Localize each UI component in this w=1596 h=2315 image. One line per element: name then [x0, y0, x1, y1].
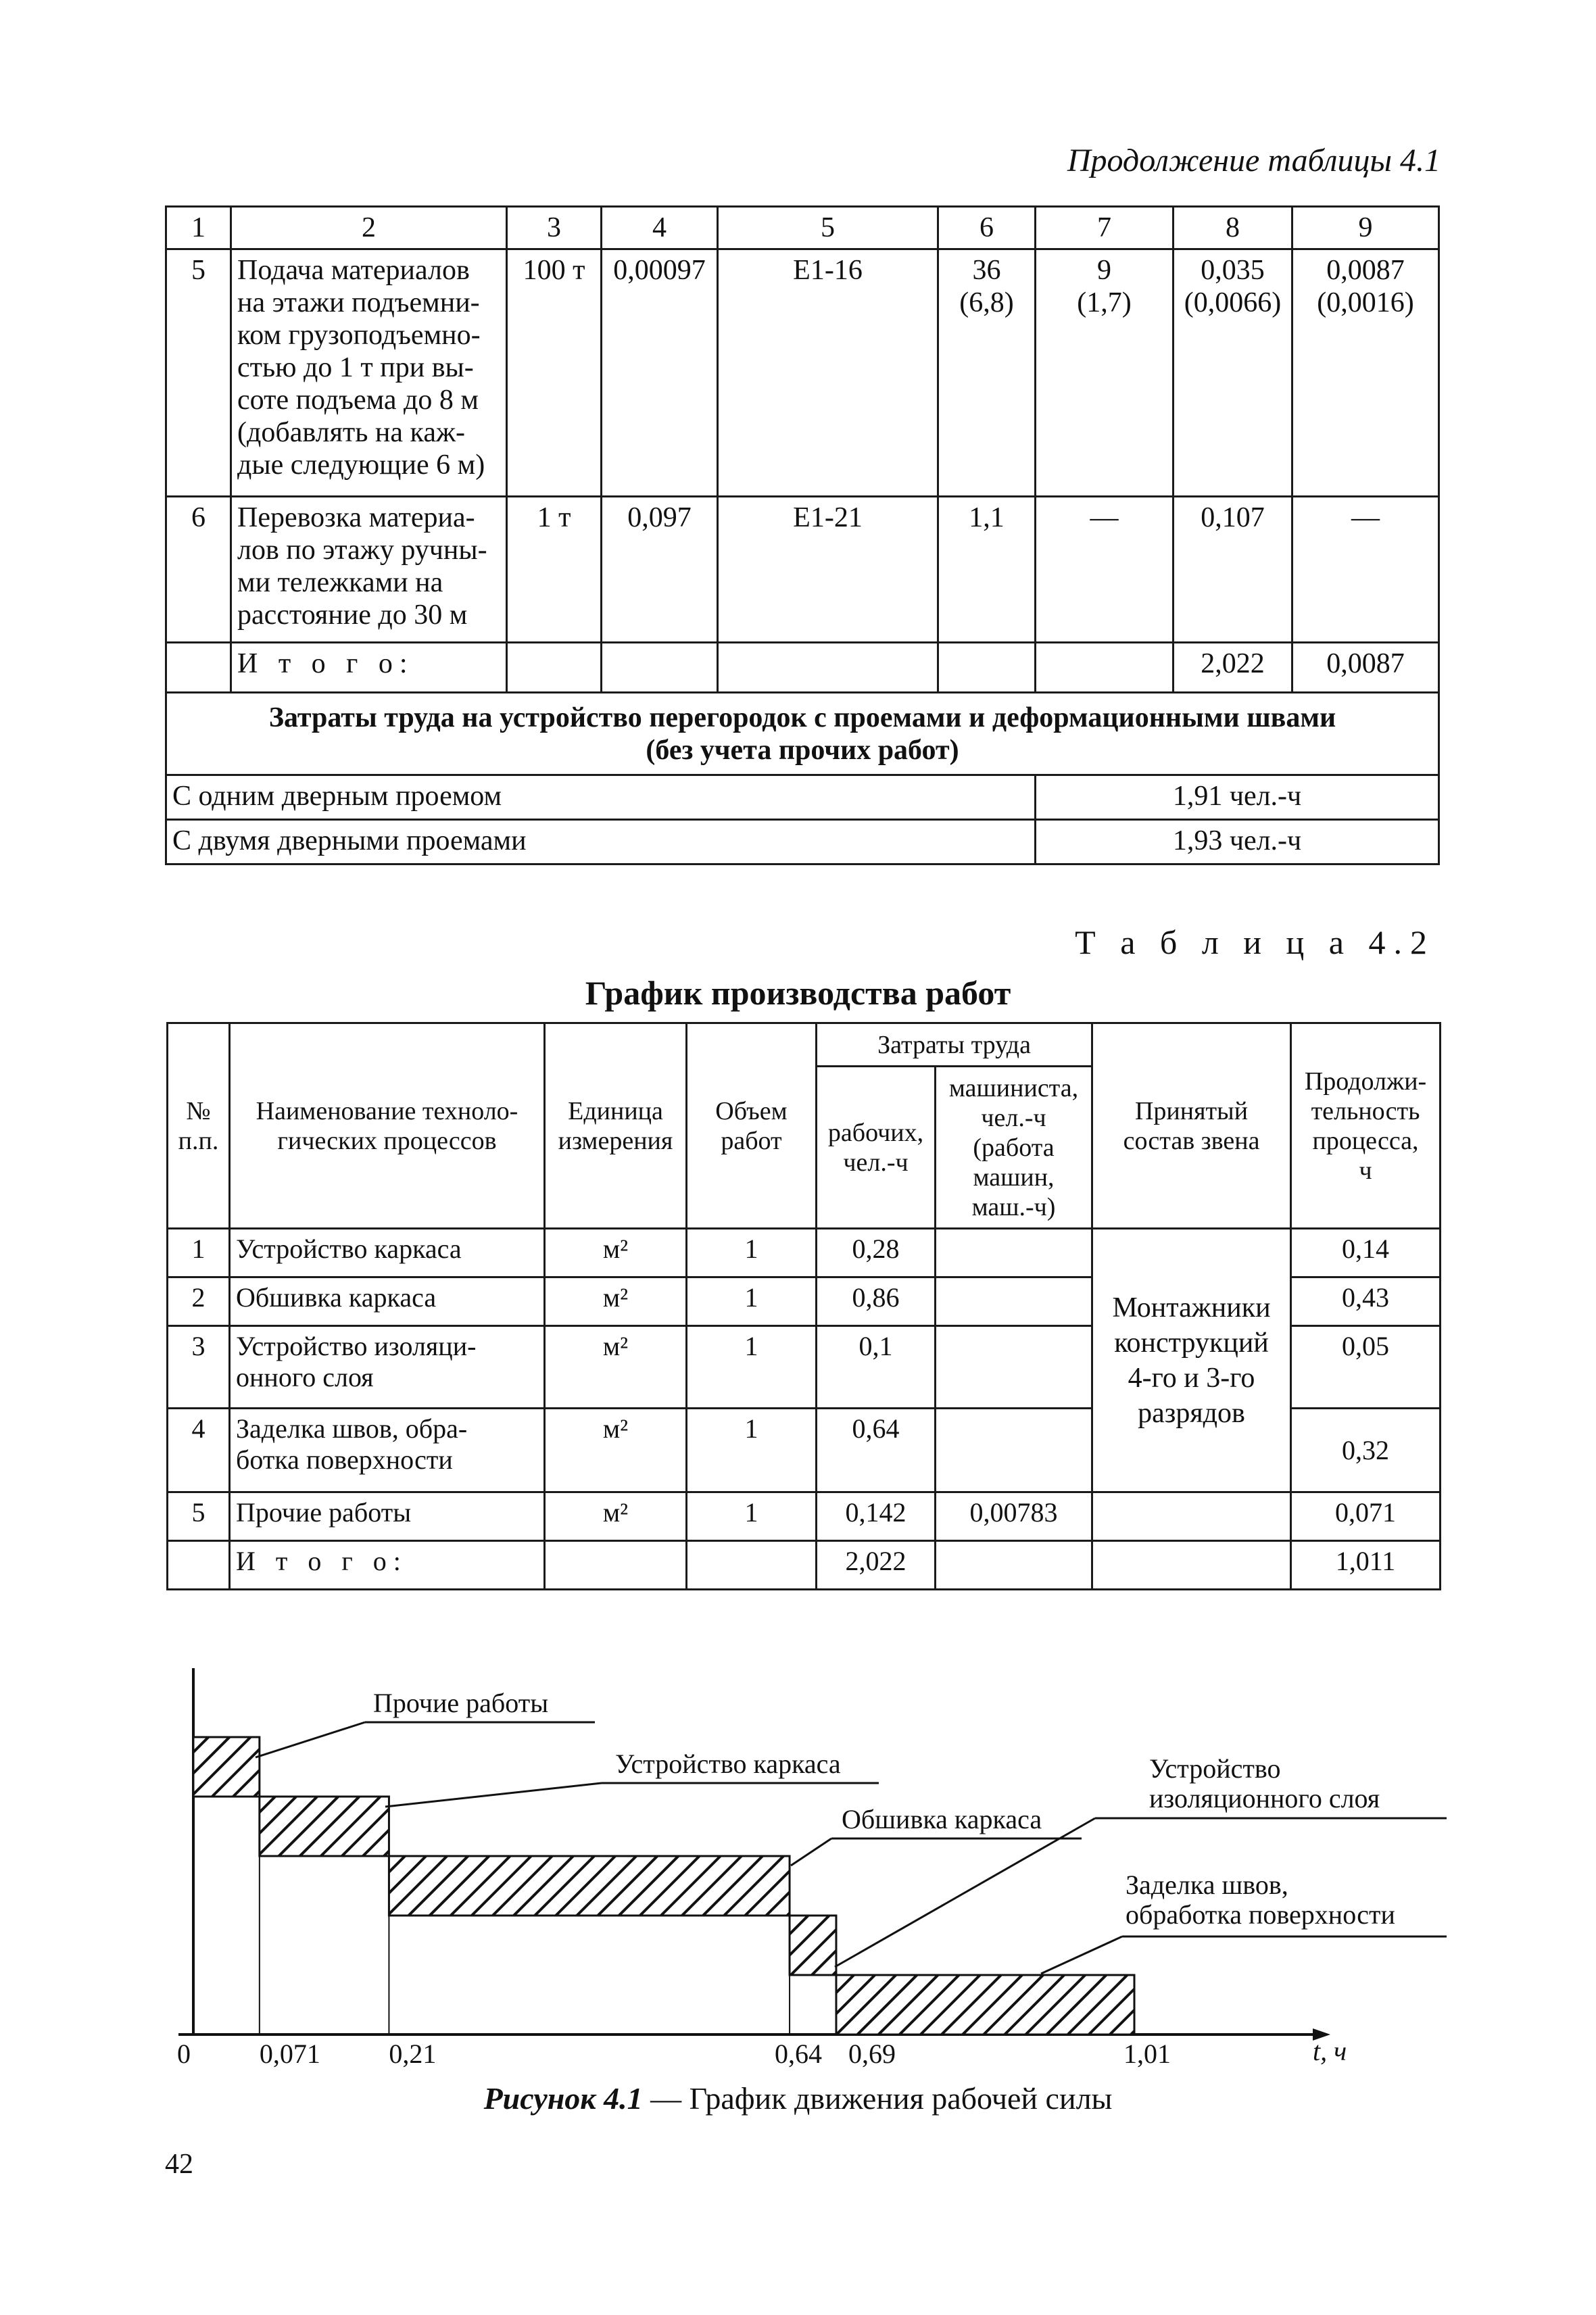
process-name [230, 1326, 545, 1409]
text-line: на этажи подъемни- [237, 287, 480, 318]
empty-cell [936, 1541, 1092, 1590]
text-line: рабочих, [827, 1118, 924, 1147]
text-line: дые следующие 6 м) [237, 449, 485, 481]
labor-row [166, 775, 1439, 820]
operator-cell [936, 1409, 1092, 1492]
empty-cell [1036, 643, 1174, 693]
text-line: (1,7) [1077, 287, 1132, 318]
empty-cell [718, 643, 938, 693]
col-header: 3 [507, 207, 602, 249]
text-line: чел.-ч [843, 1148, 909, 1177]
table-title: График производства работ [585, 974, 1011, 1012]
unit-cell: м² [545, 1492, 687, 1541]
figure-dash: — [650, 2081, 682, 2116]
text-line: процесса, [1312, 1126, 1419, 1155]
total-label: И т о г о: [230, 1541, 545, 1590]
empty-cell [1092, 1541, 1291, 1590]
col-header: 1 [166, 207, 231, 249]
text-line: гических процессов [277, 1126, 497, 1155]
text-line: Единица [568, 1096, 663, 1125]
unit-cell: м² [545, 1229, 687, 1277]
chart-label-seams: обработка поверхности [1126, 1899, 1395, 1930]
table-row [168, 1229, 1441, 1277]
text-line: машиниста, [948, 1073, 1079, 1102]
table-label: Т а б л и ц а 4.2 [1075, 923, 1435, 961]
labor-heading-row [166, 693, 1439, 775]
chart-label-frame: Устройство каркаса [615, 1749, 841, 1779]
table-header-row [166, 207, 1439, 249]
row-number: 5 [166, 249, 231, 497]
figure-label: Рисунок 4.1 [483, 2081, 643, 2116]
unit-cell: 100 т [507, 249, 602, 497]
total-value: 0,0087 [1292, 643, 1439, 693]
figure-text: График движения рабочей силы [689, 2081, 1113, 2116]
x-axis-label: t, ч [1313, 2036, 1347, 2066]
text-line: (без учета прочих работ) [646, 734, 959, 766]
x-tick-label: 0,69 [848, 2039, 896, 2069]
text-line: машин, [973, 1163, 1055, 1192]
empty-cell [168, 1541, 230, 1590]
workers-cell: 0,28 [817, 1229, 936, 1277]
x-tick-label: 0,64 [775, 2039, 823, 2069]
chart-label-sheathing: Обшивка каркаса [842, 1804, 1042, 1834]
text-line: разрядов [1138, 1397, 1245, 1429]
total-workers: 2,022 [817, 1541, 936, 1590]
process-name: Устройство каркаса [230, 1229, 545, 1277]
col-header: 7 [1036, 207, 1174, 249]
labor-label: С двумя дверными проемами [166, 820, 1036, 864]
norm-cell: 0,00097 [602, 249, 718, 497]
text-line: Затраты труда на устройство перегородок с проемами и деформационными швами [268, 702, 1336, 733]
total-row [168, 1541, 1441, 1590]
total-duration: 1,011 [1291, 1541, 1441, 1590]
value-cell [1036, 249, 1174, 497]
text-line: соте подъема до 8 м [237, 385, 479, 416]
empty-cell [545, 1541, 687, 1590]
process-name [231, 497, 507, 643]
text-line: маш.-ч) [971, 1192, 1056, 1221]
text-line: Подача материалов [237, 255, 470, 286]
col-header: 9 [1292, 207, 1439, 249]
text-line: 0,0087 [1326, 255, 1405, 286]
row-number: 4 [168, 1409, 230, 1492]
table-continuation-caption: Продолжение таблицы 4.1 [1067, 143, 1441, 178]
chart-label-insulation: Устройство [1149, 1753, 1281, 1784]
leader-line [385, 1783, 602, 1807]
total-value: 2,022 [1174, 643, 1292, 693]
norm-cell: 0,097 [602, 497, 718, 643]
table-4-2 [166, 1022, 1441, 1590]
text-line: п.п. [178, 1126, 219, 1155]
leader-line [1041, 1936, 1122, 1974]
col-header-num [168, 1023, 230, 1229]
text-line: лов по этажу ручны- [237, 535, 487, 566]
col-header-operator [936, 1067, 1092, 1229]
row-number: 3 [168, 1326, 230, 1409]
col-header-crew [1092, 1023, 1291, 1229]
duration-cell: 0,14 [1291, 1229, 1441, 1277]
workers-cell: 0,142 [817, 1492, 936, 1541]
workers-cell: 0,86 [817, 1277, 936, 1326]
duration-cell: 0,05 [1291, 1326, 1441, 1409]
table-4-1 [165, 205, 1440, 865]
text-line: расстояние до 30 м [237, 600, 468, 631]
text-line: (6,8) [959, 287, 1014, 318]
total-row [166, 643, 1439, 693]
reference-cell: Е1-16 [718, 249, 938, 497]
volume-cell: 1 [687, 1492, 817, 1541]
col-header: 5 [718, 207, 938, 249]
text-line: Принятый [1134, 1096, 1249, 1125]
text-line: ботка поверхности [236, 1444, 453, 1475]
text-line: Объем [715, 1096, 788, 1125]
text-line: (добавлять на каж- [237, 417, 465, 448]
unit-cell: 1 т [507, 497, 602, 643]
x-tick-label: 0,21 [389, 2039, 437, 2069]
duration-cell: 0,43 [1291, 1277, 1441, 1326]
chart-ticks [177, 2039, 1171, 2069]
text-line: (0,0016) [1317, 287, 1414, 318]
value-cell: 1,1 [938, 497, 1036, 643]
table-row [168, 1492, 1441, 1541]
volume-cell: 1 [687, 1326, 817, 1409]
empty-cell [507, 643, 602, 693]
row-number: 6 [166, 497, 231, 643]
duration-cell: 0,32 [1291, 1409, 1441, 1492]
process-name [230, 1409, 545, 1492]
col-header: 6 [938, 207, 1036, 249]
text-line: ми тележками на [237, 567, 443, 598]
text-line: 0,035 [1201, 255, 1265, 286]
text-line: 9 [1097, 255, 1111, 286]
unit-cell: м² [545, 1409, 687, 1492]
text-line: № [186, 1096, 211, 1125]
empty-cell [166, 643, 231, 693]
empty-cell [938, 643, 1036, 693]
text-line: стью до 1 т при вы- [237, 352, 474, 383]
volume-cell: 1 [687, 1229, 817, 1277]
workers-cell: 0,1 [817, 1326, 936, 1409]
text-line: (работа [973, 1133, 1055, 1162]
text-line: ч [1359, 1156, 1372, 1185]
col-header: 2 [231, 207, 507, 249]
value-cell [1292, 249, 1439, 497]
text-line: Монтажники [1112, 1292, 1271, 1323]
labor-value: 1,93 чел.-ч [1036, 820, 1439, 864]
text-line: состав звена [1123, 1126, 1260, 1155]
text-line: Продолжи- [1304, 1067, 1427, 1096]
labor-label: С одним дверным проемом [166, 775, 1036, 820]
process-name: Прочие работы [230, 1492, 545, 1541]
col-header: 8 [1174, 207, 1292, 249]
row-number: 1 [168, 1229, 230, 1277]
chart-bars [193, 1737, 1134, 2034]
chart-label-seams: Заделка швов, [1126, 1870, 1288, 1900]
text-line: чел.-ч [981, 1103, 1046, 1132]
duration-cell: 0,071 [1291, 1492, 1441, 1541]
operator-cell [936, 1277, 1092, 1326]
operator-cell [936, 1229, 1092, 1277]
labor-row [166, 820, 1439, 864]
value-cell: 0,107 [1174, 497, 1292, 643]
row-number: 2 [168, 1277, 230, 1326]
workers-cell: 0,64 [817, 1409, 936, 1492]
table-row [166, 249, 1439, 497]
text-line: онного слоя [236, 1362, 374, 1392]
row-number: 5 [168, 1492, 230, 1541]
chart-label-other-works: Прочие работы [373, 1688, 549, 1718]
text-line: измерения [558, 1126, 673, 1155]
chart-bar [193, 1737, 260, 1797]
table-header-row [168, 1023, 1441, 1067]
leader-line [791, 1838, 831, 1866]
page-number: 42 [165, 2149, 193, 2180]
text-line: работ [721, 1126, 782, 1155]
x-tick-label: 1,01 [1123, 2039, 1171, 2069]
leader-line [835, 1818, 1095, 1967]
table-row [166, 497, 1439, 643]
text-line: (0,0066) [1184, 287, 1282, 318]
col-header: 4 [602, 207, 718, 249]
chart-bar [260, 1797, 389, 1856]
chart-bar [389, 1856, 790, 1916]
col-header-duration [1291, 1023, 1441, 1229]
value-cell [938, 249, 1036, 497]
empty-cell [687, 1541, 817, 1590]
value-cell: — [1036, 497, 1174, 643]
x-tick-label: 0 [177, 2039, 191, 2069]
empty-cell [1092, 1492, 1291, 1541]
value-cell: — [1292, 497, 1439, 643]
col-header-workers [817, 1067, 936, 1229]
x-tick-label: 0,071 [259, 2039, 320, 2069]
text-line: конструкций [1114, 1327, 1269, 1359]
volume-cell: 1 [687, 1409, 817, 1492]
process-name [231, 249, 507, 497]
reference-cell: Е1-21 [718, 497, 938, 643]
operator-cell [936, 1326, 1092, 1409]
text-line: ком грузоподъемно- [237, 320, 481, 351]
labor-heading [166, 693, 1439, 775]
labor-value: 1,91 чел.-ч [1036, 775, 1439, 820]
col-header-labor: Затраты труда [817, 1023, 1092, 1067]
chart-bar [790, 1916, 836, 1975]
text-line: Заделка швов, обра- [236, 1413, 468, 1444]
col-header-volume [687, 1023, 817, 1229]
unit-cell: м² [545, 1277, 687, 1326]
figure-caption [0, 2080, 1596, 2116]
empty-cell [602, 643, 718, 693]
unit-cell: м² [545, 1326, 687, 1409]
col-header-name [230, 1023, 545, 1229]
chart-label-insulation: изоляционного слоя [1149, 1783, 1380, 1813]
text-line: тельность [1311, 1096, 1420, 1125]
process-name: Обшивка каркаса [230, 1277, 545, 1326]
volume-cell: 1 [687, 1277, 817, 1326]
text-line: Устройство изоляци- [236, 1331, 477, 1361]
text-line: 4-го и 3-го [1128, 1362, 1255, 1394]
crew-cell [1092, 1229, 1291, 1492]
leader-line [256, 1722, 365, 1757]
chart-bar [836, 1975, 1134, 2034]
operator-cell: 0,00783 [936, 1492, 1092, 1541]
value-cell [1174, 249, 1292, 497]
col-header-unit [545, 1023, 687, 1229]
text-line: Перевозка материа- [237, 502, 475, 533]
text-line: Наименование техноло- [256, 1096, 518, 1125]
chart-annotations [256, 1688, 1447, 1974]
text-line: 36 [972, 255, 1001, 286]
total-label: И т о г о: [231, 643, 507, 693]
